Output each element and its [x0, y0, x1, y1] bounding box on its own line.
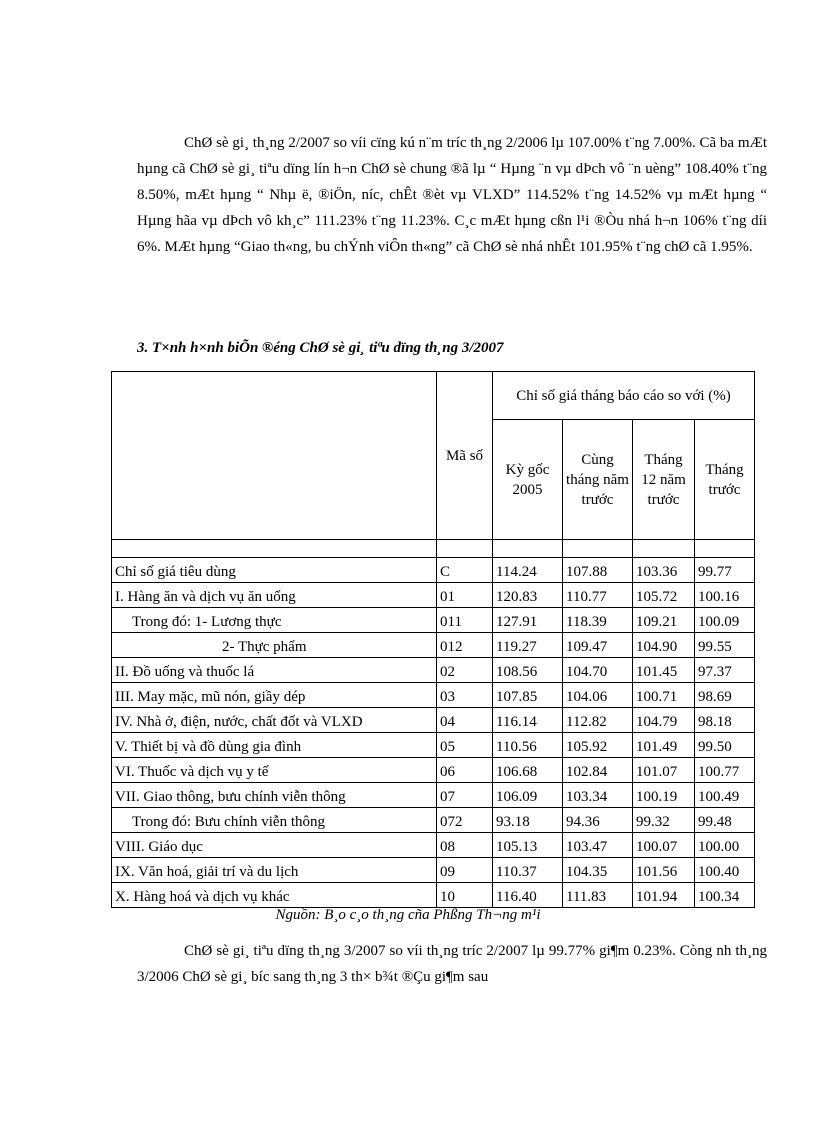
- header-ma-so: Mã số: [437, 372, 493, 540]
- cell-v3: 100.07: [633, 833, 695, 858]
- cell-code: 09: [437, 858, 493, 883]
- cell-code: 03: [437, 683, 493, 708]
- cell-code: 06: [437, 758, 493, 783]
- cell-v4: 100.16: [695, 583, 755, 608]
- cell-code: 10: [437, 883, 493, 908]
- cell-v1: 114.24: [493, 558, 563, 583]
- paragraph-1: ChØ sè gi¸ th¸ng 2/2007 so víi cïng kú n¨m tríc th¸ng 2/2006 lµ 107.00% t¨ng 7.00%. Cã ba mÆt hµng cã ChØ sè gi¸ tiªu dïng lín h¬n ChØ sè chung ®ã lµ “ Hµng ¨n vµ dÞch vô ¨n uèng” 108.40% t¨ng 8.50%, mÆt hµng “ Nhµ ë, ®iÖn, níc, chÊt ®èt vµ VLXD” 114.52% t¨ng 14.52% vµ mÆt hµng “ Hµng hãa vµ dÞch vô kh¸c” 111.23% t¨ng 11.23%. C¸c mÆt hµng cßn l¹i ®Òu nhá h¬n 106% t¨ng díi 6%. MÆt hµng “Giao th«ng, bu chÝnh viÔn th«ng” cã ChØ sè nhá nhÊt 101.95% t¨ng chØ cã 1.95%.: [137, 135, 767, 255]
- table-row: [112, 783, 755, 808]
- table-row: [112, 808, 755, 833]
- cell-v1: 107.85: [493, 683, 563, 708]
- header-group: Chỉ số giá tháng báo cáo so với (%): [493, 372, 755, 420]
- cell-v1: 106.09: [493, 783, 563, 808]
- cell-label: I. Hàng ăn và dịch vụ ăn uống: [112, 583, 437, 608]
- cell-code: 072: [437, 808, 493, 833]
- cell-label: VIII. Giáo dục: [112, 833, 437, 858]
- cell-v2: 105.92: [563, 733, 633, 758]
- table-row: [112, 858, 755, 883]
- cell-code: 05: [437, 733, 493, 758]
- cell-code: 011: [437, 608, 493, 633]
- cell-label: III. May mặc, mũ nón, giầy dép: [112, 683, 437, 708]
- cell-v2: 103.47: [563, 833, 633, 858]
- subheader: Cùng tháng năm trước: [563, 420, 633, 540]
- cell-code: 02: [437, 658, 493, 683]
- subheader: Tháng trước: [695, 420, 755, 540]
- cell-v2: 104.70: [563, 658, 633, 683]
- cell-label: 2- Thực phẩm: [112, 633, 437, 658]
- cell-v1: 108.56: [493, 658, 563, 683]
- cell-label: X. Hàng hoá và dịch vụ khác: [112, 883, 437, 908]
- cell-v3: 101.94: [633, 883, 695, 908]
- cell-v2: 107.88: [563, 558, 633, 583]
- cell-v1: 116.40: [493, 883, 563, 908]
- cell-v2: 103.34: [563, 783, 633, 808]
- table-body: [112, 558, 755, 908]
- cell-v1: 127.91: [493, 608, 563, 633]
- table-row: [112, 708, 755, 733]
- cell-label: IV. Nhà ở, điện, nước, chất đốt và VLXD: [112, 708, 437, 733]
- cell-v3: 100.71: [633, 683, 695, 708]
- cell-v4: 100.77: [695, 758, 755, 783]
- cell-v3: 101.45: [633, 658, 695, 683]
- cell-v1: 120.83: [493, 583, 563, 608]
- cell-v4: 100.40: [695, 858, 755, 883]
- table-row: [112, 658, 755, 683]
- table-row: [112, 758, 755, 783]
- price-index-table: [111, 371, 755, 908]
- cell-v2: 109.47: [563, 633, 633, 658]
- cell-label: Chỉ số giá tiêu dùng: [112, 558, 437, 583]
- cell-v2: 111.83: [563, 883, 633, 908]
- cell-code: 08: [437, 833, 493, 858]
- section-heading: 3. T×nh h×nh biÕn ®éng ChØ sè gi¸ tiªu dïng th¸ng 3/2007: [137, 340, 504, 356]
- cell-v2: 104.06: [563, 683, 633, 708]
- table-row: [112, 583, 755, 608]
- cell-label: V. Thiết bị và đồ dùng gia đình: [112, 733, 437, 758]
- cell-v4: 98.18: [695, 708, 755, 733]
- cell-code: 04: [437, 708, 493, 733]
- cell-v4: 99.50: [695, 733, 755, 758]
- cell-v4: 100.09: [695, 608, 755, 633]
- table-row: [112, 558, 755, 583]
- cell-code: C: [437, 558, 493, 583]
- cell-v4: 98.69: [695, 683, 755, 708]
- table-row: [112, 683, 755, 708]
- cell-v3: 99.32: [633, 808, 695, 833]
- cell-label: Trong đó: 1- Lương thực: [112, 608, 437, 633]
- cell-v1: 119.27: [493, 633, 563, 658]
- table-row: [112, 733, 755, 758]
- cell-v3: 104.79: [633, 708, 695, 733]
- cell-v1: 106.68: [493, 758, 563, 783]
- table-row: [112, 633, 755, 658]
- cell-v1: 110.37: [493, 858, 563, 883]
- cell-v3: 101.07: [633, 758, 695, 783]
- table-row: [112, 833, 755, 858]
- source-note: Nguồn: B¸o c¸o th¸ng cña Phßng Th¬ng m¹i: [275, 907, 541, 923]
- paragraph-2: ChØ sè gi¸ tiªu dïng th¸ng 3/2007 so víi th¸ng tríc 2/2007 lµ 99.77% gi¶m 0.23%. Còng nh th¸ng 3/2006 ChØ sè gi¸ bíc sang th¸ng 3 th× b¾t ®Çu gi¶m sau: [137, 943, 767, 985]
- cell-v4: 100.49: [695, 783, 755, 808]
- cell-v2: 112.82: [563, 708, 633, 733]
- cell-v4: 99.48: [695, 808, 755, 833]
- cell-v2: 110.77: [563, 583, 633, 608]
- cell-v4: 100.34: [695, 883, 755, 908]
- cell-v3: 103.36: [633, 558, 695, 583]
- subheader: Tháng 12 năm trước: [633, 420, 695, 540]
- cell-v2: 118.39: [563, 608, 633, 633]
- cell-v3: 100.19: [633, 783, 695, 808]
- cell-v1: 110.56: [493, 733, 563, 758]
- cell-label: II. Đồ uống và thuốc lá: [112, 658, 437, 683]
- cell-label: VII. Giao thông, bưu chính viễn thông: [112, 783, 437, 808]
- table-spacer-row: [112, 540, 755, 558]
- cell-v3: 109.21: [633, 608, 695, 633]
- cell-v2: 104.35: [563, 858, 633, 883]
- cell-v4: 97.37: [695, 658, 755, 683]
- cell-v1: 116.14: [493, 708, 563, 733]
- cell-label: VI. Thuốc và dịch vụ y tế: [112, 758, 437, 783]
- subheader: Kỳ gốc 2005: [493, 420, 563, 540]
- cell-label: Trong đó: Bưu chính viễn thông: [112, 808, 437, 833]
- cell-v4: 99.55: [695, 633, 755, 658]
- cell-v4: 100.00: [695, 833, 755, 858]
- cell-v2: 94.36: [563, 808, 633, 833]
- cell-v1: 105.13: [493, 833, 563, 858]
- cell-v3: 104.90: [633, 633, 695, 658]
- table-corner: [112, 372, 437, 540]
- table-row: [112, 608, 755, 633]
- cell-v3: 101.49: [633, 733, 695, 758]
- cell-v2: 102.84: [563, 758, 633, 783]
- cell-v3: 105.72: [633, 583, 695, 608]
- cell-v3: 101.56: [633, 858, 695, 883]
- cell-label: IX. Văn hoá, giải trí và du lịch: [112, 858, 437, 883]
- cell-v1: 93.18: [493, 808, 563, 833]
- cell-code: 012: [437, 633, 493, 658]
- cell-v4: 99.77: [695, 558, 755, 583]
- table-row: [112, 883, 755, 908]
- cell-code: 01: [437, 583, 493, 608]
- cell-code: 07: [437, 783, 493, 808]
